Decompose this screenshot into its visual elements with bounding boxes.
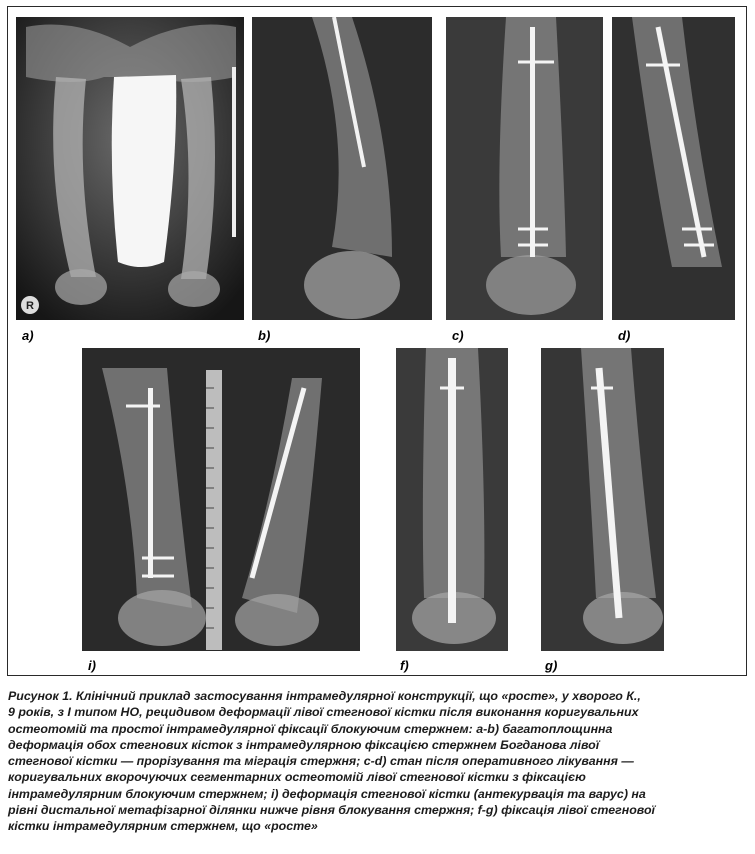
caption-line: Рисунок 1. Клінічний приклад застосування інтрамедулярної конструкції, що «росте», у хворого К., [8,689,641,703]
xray-panel-b [252,17,432,320]
panel-label-g: g) [545,658,558,673]
marker-r-text: R [26,300,34,312]
panel-label-b: b) [258,328,271,343]
xray-panel-d [612,17,735,320]
panel-label-f: f) [400,658,409,673]
xray-panel-g [541,348,664,651]
caption-line: 9 років, з І типом НО, рецидивом деформації лівої стегнової кістки після виконання коригувальних [8,705,639,720]
xray-panel-c [446,17,603,320]
panel-label-c: c) [452,328,464,343]
caption-line: рівні дистальної метафізарної ділянки нижче рівня блокування стержня; f-g) фіксація лівої стегнової [8,803,655,818]
panel-label-a: a) [22,328,34,343]
figure-caption [8,688,752,835]
caption-line: коригувальних вкорочуючих сегментарних остеотомій лівої стегнової кістки з фіксацією [8,770,586,785]
caption-line: деформація обох стегнових кісток з інтрамедулярною фіксацією стержнем Богданова лівої [8,737,600,752]
caption-line: інтрамедулярним блокуючим стержнем; i) деформація стегнової кістки (антекурвація та варус) на [8,786,646,801]
panel-label-d: d) [618,328,631,343]
panel-label-i: i) [88,658,96,673]
caption-line: кістки інтрамедулярним стержнем, що «росте» [8,819,318,834]
xray-panel-a [16,17,244,320]
caption-line: стегнової кістки — прорізування та міграція стержня; c-d) стан після оперативного лікування — [8,754,634,769]
xray-panel-i [82,348,360,651]
xray-panel-f [396,348,508,651]
caption-line: остеотомій та простої інтрамедулярної фіксації блокуючим стержнем: a-b) багатоплощинна [8,721,613,736]
